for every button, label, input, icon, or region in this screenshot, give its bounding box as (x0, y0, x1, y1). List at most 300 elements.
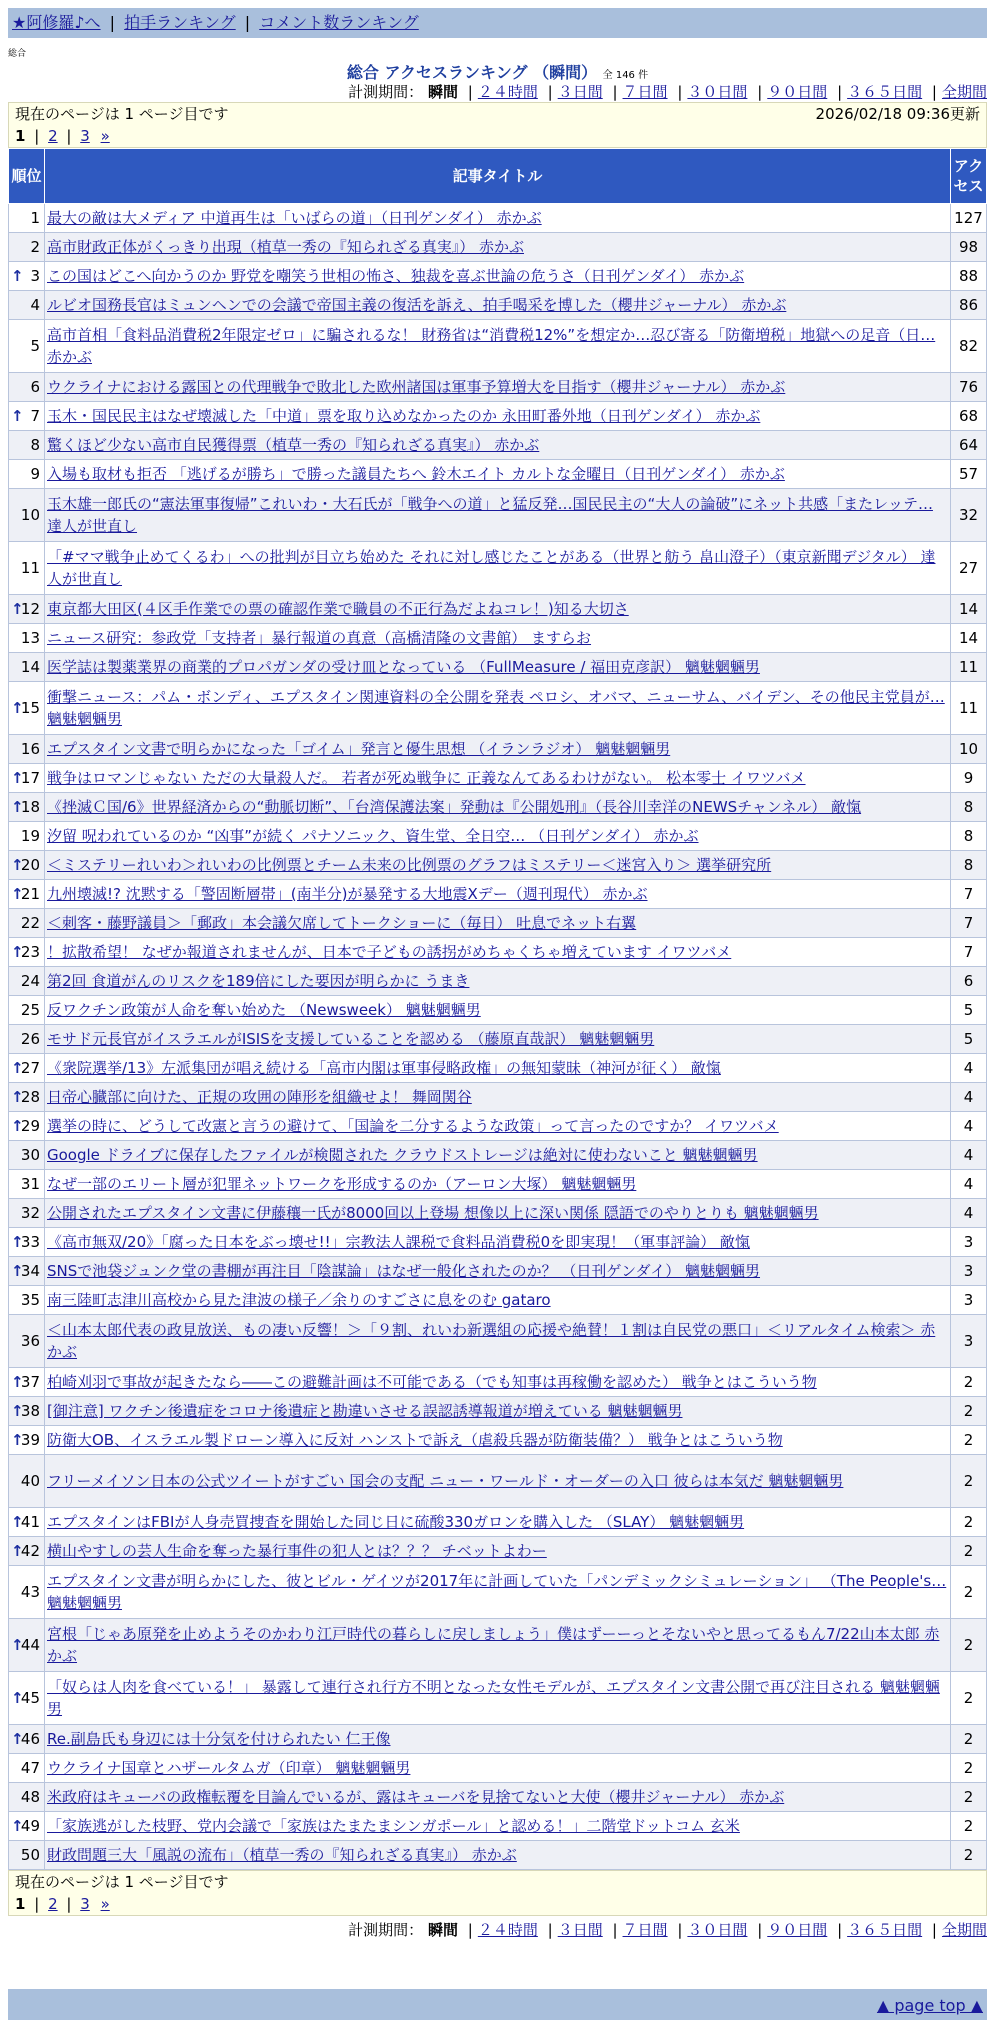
rank-cell (9, 967, 45, 996)
article-title-link[interactable]: 《高市無双/20》「腐った日本をぶっ壊せ!!」宗教法人課税で食料品消費税0を即実現！（軍事評論） 敵愾 (47, 1233, 750, 1251)
rank-number: 18 (20, 798, 40, 816)
article-title-link[interactable]: 玉木雄一郎氏の“憲法軍事復帰”これいわ・大石氏が「戦争への道」と猛反発…国民民主の“大人の論破”にネット共感「またレッテ… 達人が世直し (47, 495, 933, 535)
access-count: 4 (951, 1199, 987, 1228)
access-count: 8 (951, 851, 987, 880)
access-count: 14 (951, 624, 987, 653)
table-row (9, 595, 987, 624)
separator: | (34, 1895, 40, 1913)
rank-cell (9, 1426, 45, 1455)
separator: | (547, 1921, 553, 1939)
next-page-link[interactable]: » (100, 127, 110, 145)
rank-number: 29 (20, 1117, 40, 1135)
article-title-link[interactable]: 柏崎刈羽で事故が起きたなら――この避難計画は不可能である（でも知事は再稼働を認めた） 戦争とはこういう物 (47, 1373, 817, 1391)
period-3d-link[interactable]: ３日間 (557, 1921, 603, 1939)
rank-cell (9, 938, 45, 967)
rank-number: 15 (20, 699, 40, 717)
category-label: 総合 (8, 49, 27, 59)
title-cell (45, 682, 951, 735)
article-title-link[interactable]: 玉木・国民民主はなぜ壊滅した「中道」票を取り込めなかったのか 永田町番外地（日刊ゲンダイ） 赤かぶ (47, 407, 761, 425)
pager-info-top (8, 102, 987, 148)
article-title-link[interactable]: 公開されたエプスタイン文書に伊藤穰一氏が8000回以上登場 想像以上に深い関係 隠語でのやりとりも 魑魅魍魎男 (47, 1204, 819, 1222)
title-cell (45, 1426, 951, 1455)
period-label: 計測期間： (348, 1921, 424, 1939)
table-row (9, 1170, 987, 1199)
period-90d-link[interactable]: ９０日間 (767, 83, 828, 101)
rank-number: 49 (20, 1817, 40, 1835)
table-row (9, 1199, 987, 1228)
rank-number: 45 (20, 1689, 40, 1707)
title-cell (45, 1112, 951, 1141)
rank-cell (9, 262, 45, 291)
page-3-link[interactable]: 3 (80, 127, 90, 145)
rank-cell (9, 1083, 45, 1112)
rank-cell (9, 1112, 45, 1141)
rank-up-arrow-icon: ↑ (11, 1088, 24, 1106)
title-cell (45, 1455, 951, 1508)
rank-number: 43 (20, 1583, 40, 1601)
access-count: 82 (951, 320, 987, 373)
title-cell (45, 967, 951, 996)
next-page-link[interactable]: » (100, 1895, 110, 1913)
period-selector-top (8, 82, 987, 102)
article-title-link[interactable]: ニュース研究：参政党「支持者」暴行報道の真意（高橋清隆の文書館） ますらお (47, 629, 592, 647)
rank-cell (9, 1315, 45, 1368)
article-title-link[interactable]: 医学誌は製薬業界の商業的プロパガンダの受け皿となっている （FullMeasure / 福田克彦訳） 魑魅魍魎男 (47, 658, 760, 676)
table-row (9, 822, 987, 851)
table-row (9, 1812, 987, 1841)
rank-number: 4 (30, 296, 40, 314)
title-cell (45, 431, 951, 460)
period-selector-bottom (8, 1920, 987, 1940)
period-7d-link[interactable]: ７日間 (622, 83, 668, 101)
table-row (9, 1397, 987, 1426)
separator: | (109, 13, 116, 32)
rank-number: 31 (20, 1175, 40, 1193)
access-count: 68 (951, 402, 987, 431)
table-row (9, 1725, 987, 1754)
title-cell (45, 402, 951, 431)
article-title-link[interactable]: 選挙の時に、どうして改憲と言うの避けて、「国論を二分するような政策」って言ったのですか？ イワツバメ (47, 1117, 779, 1135)
access-count: 64 (951, 431, 987, 460)
article-title-link[interactable]: モサド元長官がイスラエルがISISを支援していることを認める （藤原直哉訳） 魑魅魍魎男 (47, 1030, 655, 1048)
rank-cell (9, 1754, 45, 1783)
access-count: 3 (951, 1257, 987, 1286)
rank-number: 40 (20, 1472, 40, 1490)
rank-cell (9, 373, 45, 402)
rank-number: 34 (20, 1262, 40, 1280)
rank-cell (9, 1170, 45, 1199)
clap-ranking-link[interactable]: 拍手ランキング (124, 13, 236, 32)
title-cell (45, 262, 951, 291)
rank-cell (9, 1672, 45, 1725)
access-count: 4 (951, 1083, 987, 1112)
title-cell (45, 851, 951, 880)
table-row (9, 1141, 987, 1170)
article-title-link[interactable]: ！拡散希望！ なぜか報道されませんが、日本で子どもの誘拐がめちゃくちゃ増えています イワツバメ (47, 943, 732, 961)
page-title (8, 60, 987, 82)
page-wrapper (8, 8, 987, 1940)
ranking-body (9, 204, 987, 1870)
comment-ranking-link[interactable]: コメント数ランキング (259, 13, 419, 32)
rank-cell (9, 1725, 45, 1754)
rank-number: 24 (20, 972, 40, 990)
article-title-link[interactable]: 衝撃ニュース：パム・ボンディ、エプスタイン関連資料の全公開を発表 ペロシ、オバマ、ニューサム、バイデン、その他民主党員が… 魑魅魍魎男 (47, 688, 945, 728)
rank-number: 35 (20, 1291, 40, 1309)
article-title-link[interactable]: 反ワクチン政策が人命を奪い始めた （Newsweek） 魑魅魍魎男 (47, 1001, 481, 1019)
period-7d-link[interactable]: ７日間 (622, 1921, 668, 1939)
table-row (9, 262, 987, 291)
rank-number: 44 (20, 1636, 40, 1654)
article-title-link[interactable]: 最大の敵は大メディア 中道再生は「いばらの道」（日刊ゲンダイ） 赤かぶ (47, 209, 542, 227)
title-cell (45, 373, 951, 402)
article-title-link[interactable]: 「家族逃がした枝野、党内会議で「家族はたまたまシンガポール」と認める！」二階堂ドットコム 玄米 (47, 1817, 740, 1835)
access-count: 4 (951, 1112, 987, 1141)
period-24h-link[interactable]: ２４時間 (477, 1921, 538, 1939)
period-90d-link[interactable]: ９０日間 (767, 1921, 828, 1939)
access-count: 2 (951, 1672, 987, 1725)
home-link[interactable]: ★阿修羅♪へ (12, 13, 101, 32)
title-cell (45, 764, 951, 793)
rank-number: 19 (20, 827, 40, 845)
table-row (9, 320, 987, 373)
rank-cell (9, 402, 45, 431)
article-title-link[interactable]: Re.副島氏も身辺には十分気を付けられたい 仁王像 (47, 1730, 391, 1748)
title-cell (45, 1025, 951, 1054)
article-title-link[interactable]: 米政府はキューバの政権転覆を目論んでいるが、露はキューバを見捨てないと大使（櫻井ジャーナル） 赤かぶ (47, 1788, 785, 1806)
period-3d-link[interactable]: ３日間 (557, 83, 603, 101)
rank-cell (9, 735, 45, 764)
access-count: 11 (951, 653, 987, 682)
access-count: 86 (951, 291, 987, 320)
rank-up-arrow-icon: ↑ (11, 798, 24, 816)
title-cell (45, 489, 951, 542)
title-cell (45, 880, 951, 909)
period-all-link[interactable]: 全期間 (941, 1921, 987, 1939)
article-title-link[interactable]: 横山やすしの芸人生命を奪った暴行事件の犯人とは？？？ チベットよわー (47, 1542, 547, 1560)
table-row (9, 909, 987, 938)
rank-number: 2 (30, 238, 40, 256)
title-cell (45, 735, 951, 764)
article-title-link[interactable]: SNSで池袋ジュンク堂の書棚が再注目「陰謀論」はなぜ一般化されたのか？ （日刊ゲンダイ） 魑魅魍魎男 (47, 1262, 761, 1280)
article-title-link[interactable]: 九州壊滅!? 沈黙する「警固断層帯」(南半分)が暴発する大地震Xデー（週刊現代） 赤かぶ (47, 885, 648, 903)
table-row (9, 1315, 987, 1368)
article-title-link[interactable]: ＜山本太郎代表の政見放送、もの凄い反響！＞「９割、れいわ新選組の応援や絶賛！１割は自民党の悪口」＜リアルタイム検索＞ 赤かぶ (47, 1321, 936, 1361)
rank-cell (9, 793, 45, 822)
article-title-link[interactable]: [御注意] ワクチン後遺症をコロナ後遺症と勘違いさせる誤認誘導報道が増えている 魑魅魍魎男 (47, 1402, 683, 1420)
article-title-link[interactable]: ＜刺客・藤野議員＞「郵政」本会議欠席してトークショーに（毎日） 吐息でネット右翼 (47, 914, 637, 932)
article-title-link[interactable]: Google ドライブに保存したファイルが検閲された クラウドストレージは絶対に使わないこと 魑魅魍魎男 (47, 1146, 758, 1164)
rank-cell (9, 880, 45, 909)
article-title-link[interactable]: なぜ一部のエリート層が犯罪ネットワークを形成するのか（アーロン大塚） 魑魅魍魎男 (47, 1175, 637, 1193)
rank-cell (9, 460, 45, 489)
table-row (9, 1286, 987, 1315)
table-row (9, 967, 987, 996)
table-row (9, 1783, 987, 1812)
rank-cell (9, 1228, 45, 1257)
table-row (9, 1754, 987, 1783)
table-row (9, 542, 987, 595)
rank-up-arrow-icon: ↑ (11, 1513, 24, 1531)
rank-cell (9, 489, 45, 542)
access-count: 88 (951, 262, 987, 291)
access-count: 2 (951, 1812, 987, 1841)
table-row (9, 1426, 987, 1455)
separator: | (757, 83, 763, 101)
rank-number: 36 (20, 1332, 40, 1350)
separator: | (677, 1921, 683, 1939)
period-current: 瞬間 (427, 1921, 458, 1939)
rank-cell (9, 909, 45, 938)
table-row (9, 291, 987, 320)
rank-number: 25 (20, 1001, 40, 1019)
separator: | (931, 1921, 937, 1939)
access-count: 5 (951, 1025, 987, 1054)
title-cell (45, 1537, 951, 1566)
rank-cell (9, 595, 45, 624)
table-row (9, 938, 987, 967)
title-cell (45, 291, 951, 320)
rank-up-arrow-icon: ↑ (11, 1402, 24, 1420)
rank-number: 17 (20, 769, 40, 787)
article-title-link[interactable]: この国はどこへ向かうのか 野党を嘲笑う世相の怖さ、独裁を喜ぶ世論の危うさ（日刊ゲンダイ） 赤かぶ (47, 267, 745, 285)
title-cell (45, 1783, 951, 1812)
table-row (9, 431, 987, 460)
rank-cell (9, 1397, 45, 1426)
access-count: 5 (951, 996, 987, 1025)
table-row (9, 1228, 987, 1257)
title-cell (45, 1257, 951, 1286)
rank-up-arrow-icon: ↑ (11, 1059, 24, 1077)
table-row (9, 764, 987, 793)
rank-cell (9, 1537, 45, 1566)
rank-number: 48 (20, 1788, 40, 1806)
separator: | (612, 83, 618, 101)
table-row (9, 851, 987, 880)
article-title-link[interactable]: エプスタインはFBIが人身売買捜査を開始した同じ日に硫酸330ガロンを購入した （SLAY） 魑魅魍魎男 (47, 1513, 745, 1531)
page-3-link[interactable]: 3 (80, 1895, 90, 1913)
ranking-table (8, 148, 987, 1870)
rank-number: 47 (20, 1759, 40, 1777)
rank-up-arrow-icon: ↑ (11, 856, 24, 874)
article-title-link[interactable]: 高市首相「食料品消費税2年限定ゼロ」に騙されるな！ 財務省は“消費税12%”を想定か…忍び寄る「防衛増税」地獄への足音（日… 赤かぶ (47, 326, 936, 366)
article-title-link[interactable]: 宮根「じゃあ原発を止めようそのかわり江戸時代の暮らしに戻しましょう」僕はずーーっとそないやと思ってるもん7/22山本太郎 赤かぶ (47, 1625, 940, 1665)
article-title-link[interactable]: 驚くほど少ない高市自民獲得票（植草一秀の『知られざる真実』） 赤かぶ (47, 436, 540, 454)
rank-number: 39 (20, 1431, 40, 1449)
rank-cell (9, 431, 45, 460)
access-count: 2 (951, 1426, 987, 1455)
period-365d-link[interactable]: ３６５日間 (847, 83, 923, 101)
access-count: 2 (951, 1841, 987, 1870)
rank-number: 1 (30, 209, 40, 227)
pagination (15, 125, 980, 147)
access-count: 8 (951, 822, 987, 851)
table-row (9, 735, 987, 764)
article-title-link[interactable]: 《挫滅Ｃ国/6》世界経済からの“動脈切断”、「台湾保護法案」発動は『公開処刑』（長谷川幸洋のNEWSチャンネル） 敵愾 (47, 798, 862, 816)
period-30d-link[interactable]: ３０日間 (687, 1921, 748, 1939)
access-count: 8 (951, 793, 987, 822)
rank-cell (9, 1141, 45, 1170)
page-top-link[interactable]: ▲ page top ▲ (876, 1996, 983, 2015)
table-row (9, 1368, 987, 1397)
article-title-link[interactable]: エプスタイン文書で明らかになった「ゴイム」発言と優生思想 （イランラジオ） 魑魅魍魎男 (47, 740, 671, 758)
rank-up-arrow-icon: ↑ (11, 943, 24, 961)
access-count: 6 (951, 967, 987, 996)
title-cell (45, 1228, 951, 1257)
title-text: 総合 アクセスランキング （瞬間） (346, 63, 598, 82)
article-title-link[interactable]: 南三陸町志津川高校から見た津波の様子／余りのすごさに息をのむ gataro (47, 1291, 551, 1309)
table-row (9, 402, 987, 431)
rank-up-arrow-icon: ↑ (11, 1636, 24, 1654)
rank-up-arrow-icon: ↑ (11, 1233, 24, 1251)
period-30d-link[interactable]: ３０日間 (687, 83, 748, 101)
period-label: 計測期間： (348, 83, 424, 101)
current-page-text: 現在のページは 1 ページ目です (15, 1873, 229, 1891)
separator: | (677, 83, 683, 101)
rank-number: 28 (20, 1088, 40, 1106)
rank-up-arrow-icon: ↑ (11, 769, 24, 787)
article-title-link[interactable]: 戦争はロマンじゃない ただの大量殺人だ。 若者が死ぬ戦争に 正義なんてあるわけがない。 松本零士 イワツバメ (47, 769, 806, 787)
article-title-link[interactable]: ウクライナ国章とハザールタムガ（印章） 魑魅魍魎男 (47, 1759, 411, 1777)
separator: | (931, 83, 937, 101)
title-cell (45, 204, 951, 233)
access-count: 2 (951, 1537, 987, 1566)
rank-cell (9, 851, 45, 880)
top-nav (8, 8, 987, 38)
rank-up-arrow-icon: ↑ (11, 1373, 24, 1391)
page-2-link[interactable]: 2 (48, 1895, 58, 1913)
rank-up-arrow-icon: ↑ (11, 1542, 24, 1560)
title-cell (45, 1170, 951, 1199)
access-count: 2 (951, 1508, 987, 1537)
access-count: 3 (951, 1315, 987, 1368)
separator: | (467, 1921, 473, 1939)
rank-cell (9, 624, 45, 653)
rank-number: 37 (20, 1373, 40, 1391)
table-row (9, 1566, 987, 1619)
rank-cell (9, 653, 45, 682)
rank-number: 11 (20, 559, 40, 577)
article-title-link[interactable]: 第2回 食道がんのリスクを189倍にした要因が明らかに うまき (47, 972, 470, 990)
title-cell (45, 1199, 951, 1228)
rank-number: 27 (20, 1059, 40, 1077)
rank-number: 14 (20, 658, 40, 676)
rank-cell (9, 542, 45, 595)
period-all-link[interactable]: 全期間 (941, 83, 987, 101)
page-current: 1 (15, 1895, 26, 1913)
title-cell (45, 460, 951, 489)
article-title-link[interactable]: 「奴らは人肉を食べている！」 暴露して連行され行方不明となった女性モデルが、エプスタイン文書公開で再び注目される 魑魅魍魎男 (47, 1678, 940, 1718)
table-row (9, 653, 987, 682)
rank-up-arrow-icon: ↑ (11, 267, 24, 285)
page-2-link[interactable]: 2 (48, 127, 58, 145)
access-count: 2 (951, 1397, 987, 1426)
title-cell (45, 1054, 951, 1083)
access-count: 2 (951, 1725, 987, 1754)
article-title-link[interactable]: 入場も取材も拒否 「逃げるが勝ち」で勝った議員たちへ 鈴木エイト カルトな金曜日（日刊ゲンダイ） 赤かぶ (47, 465, 785, 483)
access-count: 98 (951, 233, 987, 262)
rank-number: 32 (20, 1204, 40, 1222)
pager-info-bottom (8, 1870, 987, 1916)
rank-cell (9, 1199, 45, 1228)
article-title-link[interactable]: エプスタイン文書が明らかにした、彼とビル・ゲイツが2017年に計画していた「パンデミックシミュレーション」 （The People's… 魑魅魍魎男 (47, 1572, 947, 1612)
article-title-link[interactable]: 「#ママ戦争止めてくるわ」への批判が目立ち始めた それに対し感じたことがある（世界と舫う 畠山澄子）（東京新聞デジタル） 達人が世直し (47, 548, 936, 588)
article-title-link[interactable]: ウクライナにおける露国との代理戦争で敗北した欧州諸国は軍事予算増大を目指す（櫻井ジャーナル） 赤かぶ (47, 378, 786, 396)
table-row (9, 880, 987, 909)
rank-cell (9, 1508, 45, 1537)
access-count: 14 (951, 595, 987, 624)
title-cell (45, 1725, 951, 1754)
article-title-link[interactable]: 東京都大田区(４区手作業での票の確認作業で職員の不正行為だよねコレ！)知る大切さ (47, 600, 629, 618)
rank-cell (9, 1455, 45, 1508)
title-cell (45, 624, 951, 653)
rank-number: 23 (20, 943, 40, 961)
rank-cell (9, 1566, 45, 1619)
separator: | (244, 13, 251, 32)
table-row (9, 1054, 987, 1083)
rank-up-arrow-icon: ↑ (11, 1117, 24, 1135)
table-row (9, 460, 987, 489)
rank-cell (9, 1368, 45, 1397)
table-row (9, 1257, 987, 1286)
article-title-link[interactable]: ＜ミステリーれいわ＞れいわの比例票とチーム未来の比例票のグラフはミステリー＜迷宮入り＞ 選挙研究所 (47, 856, 772, 874)
separator: | (612, 1921, 618, 1939)
rank-number: 50 (20, 1846, 40, 1864)
separator: | (66, 1895, 72, 1913)
header-rank: 順位 (9, 149, 45, 204)
rank-cell (9, 1841, 45, 1870)
table-row (9, 1537, 987, 1566)
title-cell (45, 595, 951, 624)
access-count: 7 (951, 938, 987, 967)
article-title-link[interactable]: ルビオ国務長官はミュンヘンでの会議で帝国主義の復活を訴え、拍手喝采を博した（櫻井ジャーナル） 赤かぶ (47, 296, 787, 314)
rank-up-arrow-icon: ↑ (11, 407, 24, 425)
title-cell (45, 320, 951, 373)
title-cell (45, 233, 951, 262)
table-row (9, 1619, 987, 1672)
article-title-link[interactable]: 《衆院選挙/13》左派集団が唱え続ける「高市内閣は軍事侵略政権」の無知蒙昧（神河が征く） 敵愾 (47, 1059, 721, 1077)
rank-cell (9, 682, 45, 735)
period-24h-link[interactable]: ２４時間 (477, 83, 538, 101)
access-count: 76 (951, 373, 987, 402)
rank-number: 7 (30, 407, 40, 425)
title-cell (45, 1672, 951, 1725)
separator: | (467, 83, 473, 101)
article-title-link[interactable]: フリーメイソン日本の公式ツイートがすごい 国会の支配 ニュー・ワールド・オーダーの入口 彼らは本気だ 魑魅魍魎男 (47, 1472, 844, 1490)
page-current: 1 (15, 127, 26, 145)
title-cell (45, 1508, 951, 1537)
rank-number: 41 (20, 1513, 40, 1531)
article-title-link[interactable]: 汐留 呪われているのか “凶事”が続く パナソニック、資生堂、全日空… （日刊ゲンダイ） 赤かぶ (47, 827, 699, 845)
article-title-link[interactable]: 防衛大OB、イスラエル製ドローン導入に反対 ハンストで訴え（虐殺兵器が防衛装備？） 戦争とはこういう物 (47, 1431, 783, 1449)
period-365d-link[interactable]: ３６５日間 (847, 1921, 923, 1939)
article-title-link[interactable]: 高市財政正体がくっきり出現（植草一秀の『知られざる真実』） 赤かぶ (47, 238, 524, 256)
table-row (9, 1112, 987, 1141)
footer-bar (8, 1989, 987, 2020)
rank-cell (9, 1286, 45, 1315)
rank-number: 16 (20, 740, 40, 758)
rank-number: 42 (20, 1542, 40, 1560)
title-cell (45, 1754, 951, 1783)
title-cell (45, 822, 951, 851)
rank-cell (9, 233, 45, 262)
rank-cell (9, 1812, 45, 1841)
current-page-text: 現在のページは 1 ページ目です (15, 105, 229, 123)
table-row (9, 204, 987, 233)
article-title-link[interactable]: 財政問題三大「風説の流布」（植草一秀の『知られざる真実』） 赤かぶ (47, 1846, 517, 1864)
article-title-link[interactable]: 日帝心臓部に向けた、正規の攻囲の陣形を組織せよ！ 舞岡関谷 (47, 1088, 472, 1106)
access-count: 57 (951, 460, 987, 489)
rank-cell (9, 822, 45, 851)
